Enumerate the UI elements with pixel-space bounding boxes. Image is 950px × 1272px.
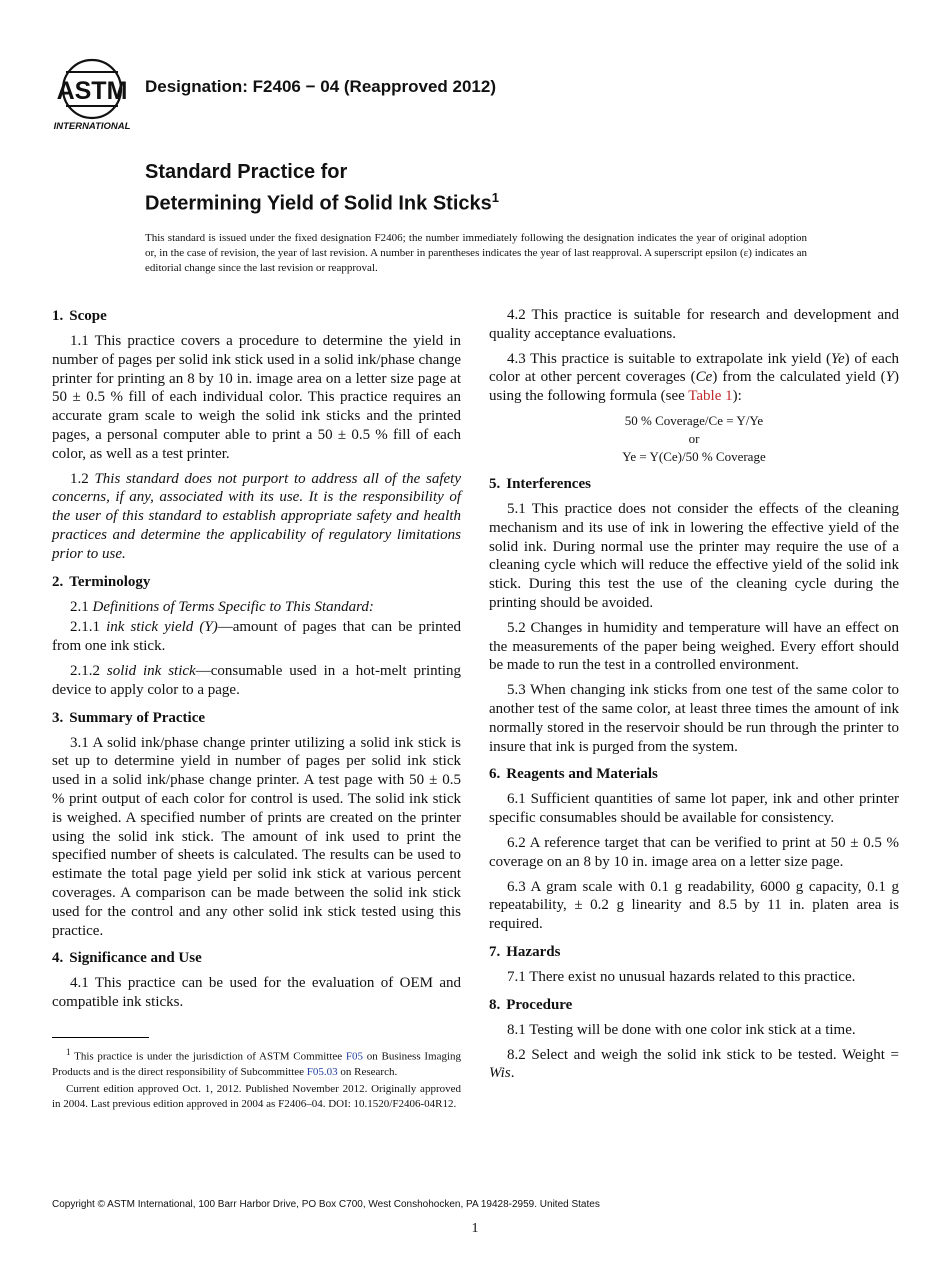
logo-subtext: INTERNATIONAL (53, 121, 131, 132)
section-heading-procedure: 8. Procedure (489, 996, 573, 1013)
formula-line-1: 50 % Coverage/Ce = Y/Ye (624, 412, 764, 428)
formula (489, 412, 899, 466)
paragraph-1-1: 1.1 This practice covers a procedure to determine the yield in number of pages per solid ink stick used in a solid ink/phase change printer for printing an 8 by 10 in. image area on a letter size page at 50 ± 0.5 % fill of each individual color. This practice requires an accurate gram scale to weigh the solid ink sticks and the printed pages, a personal computer able to print a 50 ± 0.5 % fill of each color, as well as a test printer. (52, 333, 461, 462)
paragraph-7-1: 7.1 There exist no unusual hazards related to this practice. (507, 968, 856, 985)
link-f05[interactable]: F05 (345, 1050, 364, 1063)
paragraph-5-2: 5.2 Changes in humidity and temperature will have an effect on the measurements of the paper being weighed. Every effort should be made to run the test in a controlled environment. (489, 619, 899, 674)
right-column (489, 306, 899, 1089)
paragraph-2-1: 2.1 Definitions of Terms Specific to This Standard: (70, 598, 374, 615)
footnotes (52, 1045, 461, 1114)
paragraph-6-2: 6.2 A reference target that can be verified to print at 50 ± 0.5 % coverage on an 8 by 10 in. image area on a letter size page. (489, 834, 899, 870)
copyright-notice: Copyright © ASTM International, 100 Barr Harbor Drive, PO Box C700, West Conshohocken, PA 19428-2959. United States (52, 1199, 600, 1210)
section-heading-interferences: 5. Interferences (489, 475, 591, 492)
paragraph-1-2: 1.2 This standard does not purport to address all of the safety concerns, if any, associated with its use. It is the responsibility of the user of this standard to establish appropriate safety and health practices and determine the applicability of regulatory limitations prior to use. (52, 470, 462, 562)
title-text: Determining Yield of Solid Ink Sticks (145, 192, 492, 215)
section-heading-terminology: 2. Terminology (52, 573, 151, 590)
footnote-1: $^1$ This practice is under the jurisdiction of ASTM Committee F05 on Business Imaging Products and is the direct responsibility of Subcommittee F05.03 on Research. (52, 1047, 462, 1078)
footnote-edition: Current edition approved Oct. 1, 2012. Published November 2012. Originally approved in 2004. Last previous edition approved in 2004 as F2406–04. DOI: 10.1520/F2406-04R12. (52, 1082, 461, 1110)
section-heading-scope: 1. Scope (52, 308, 107, 324)
paragraph-6-1: 6.1 Sufficient quantities of same lot paper, ink and other printer specific consumables should be available for consistency. (489, 791, 899, 827)
paragraph-3-1: 3.1 A solid ink/phase change printer utilizing a solid ink stick is set up to determine yield in number of pages per solid ink stick used in a solid ink/phase change printer. A test page with 50 ± 0.5 % print output of each color for control is used. The solid ink stick is weighed. A specified number of prints are created on the printer using the solid ink stick. The amount of ink used to print the specified number of sheets is calculated. The results can be used to estimate the total page yield per solid ink stick at various percent coverages. A comparison can be made between the solid ink stick used for the control and any other solid ink stick tested using this practice. (52, 734, 461, 939)
paragraph-2-1-1: 2.1.1 ink stick yield (Y)—amount of pages that can be printed from one ink stick. (52, 619, 461, 655)
issuance-notice: This standard is issued under the fixed designation F2406; the number immediately following the designation indicates the year of original adoption or, in the case of revision, the year of last revision. A number in parentheses indicates the year of last reapproval. A superscript epsilon (ε) indicates an editorial change since the last revision or reapproval. (145, 232, 807, 274)
logo-text: ASTM (56, 77, 128, 105)
title-line-1: Standard Practice for (145, 161, 348, 183)
paragraph-8-2: 8.2 Select and weigh the solid ink stick to be tested. Weight = Wis. (489, 1046, 899, 1082)
formula-or: or (688, 430, 700, 446)
section-heading-significance: 4. Significance and Use (52, 950, 202, 967)
paragraph-2-1-2: 2.1.2 solid ink stick—consumable used in a hot-melt printing device to apply color to a page. (52, 662, 461, 698)
link-f05-03[interactable]: F05.03 (306, 1065, 338, 1078)
footnote-divider (52, 1037, 149, 1038)
page-number: 1 (471, 1221, 479, 1236)
astm-logo (52, 56, 136, 134)
title-footnote-mark: 1 (491, 190, 499, 205)
paragraph-4-3: 4.3 This practice is suitable to extrapolate ink yield (Ye) of each color at other percent coverages (Ce) from the calculated yield (Y) using the following formula (see Table 1): (489, 350, 900, 405)
paragraph-4-1: 4.1 This practice can be used for the evaluation of OEM and compatible ink sticks. (52, 975, 461, 1011)
paragraph-8-1: 8.1 Testing will be done with one color ink stick at a time. (507, 1021, 856, 1038)
paragraph-4-2: 4.2 This practice is suitable for research and development and quality acceptance evaluations. (489, 307, 899, 342)
paragraph-5-3: 5.3 When changing ink sticks from one test of the same color to another test of the same color, at least three times the amount of ink normally stored in the reservoir should be run through the printer to insure that ink is purged from the system. (489, 682, 899, 755)
left-column (52, 306, 461, 1018)
formula-line-2: Ye = Y(Ce)/50 % Coverage (622, 448, 766, 464)
designation: Designation: F2406 − 04 (Reapproved 2012) (145, 77, 496, 96)
title-line-2 (145, 185, 499, 217)
link-table-1[interactable]: Table 1 (688, 388, 733, 405)
section-heading-reagents: 6. Reagents and Materials (489, 766, 658, 783)
paragraph-6-3: 6.3 A gram scale with 0.1 g readability, 6000 g capacity, 0.1 g repeatability, ± 0.2 g linearity and 8.5 by 11 in. platen area is required. (489, 878, 899, 933)
document-title (145, 160, 499, 217)
paragraph-5-1: 5.1 This practice does not consider the effects of the cleaning mechanism and its use of ink in lowering the effective yield of the solid ink. During normal use the printer may require the use of a cleaning cycle which will reduce the effective yield of the solid ink stick. During this test the use of the cleaning cycle during the printing should be avoided. (489, 500, 899, 611)
section-heading-summary: 3. Summary of Practice (52, 709, 206, 726)
section-heading-hazards: 7. Hazards (489, 943, 561, 960)
